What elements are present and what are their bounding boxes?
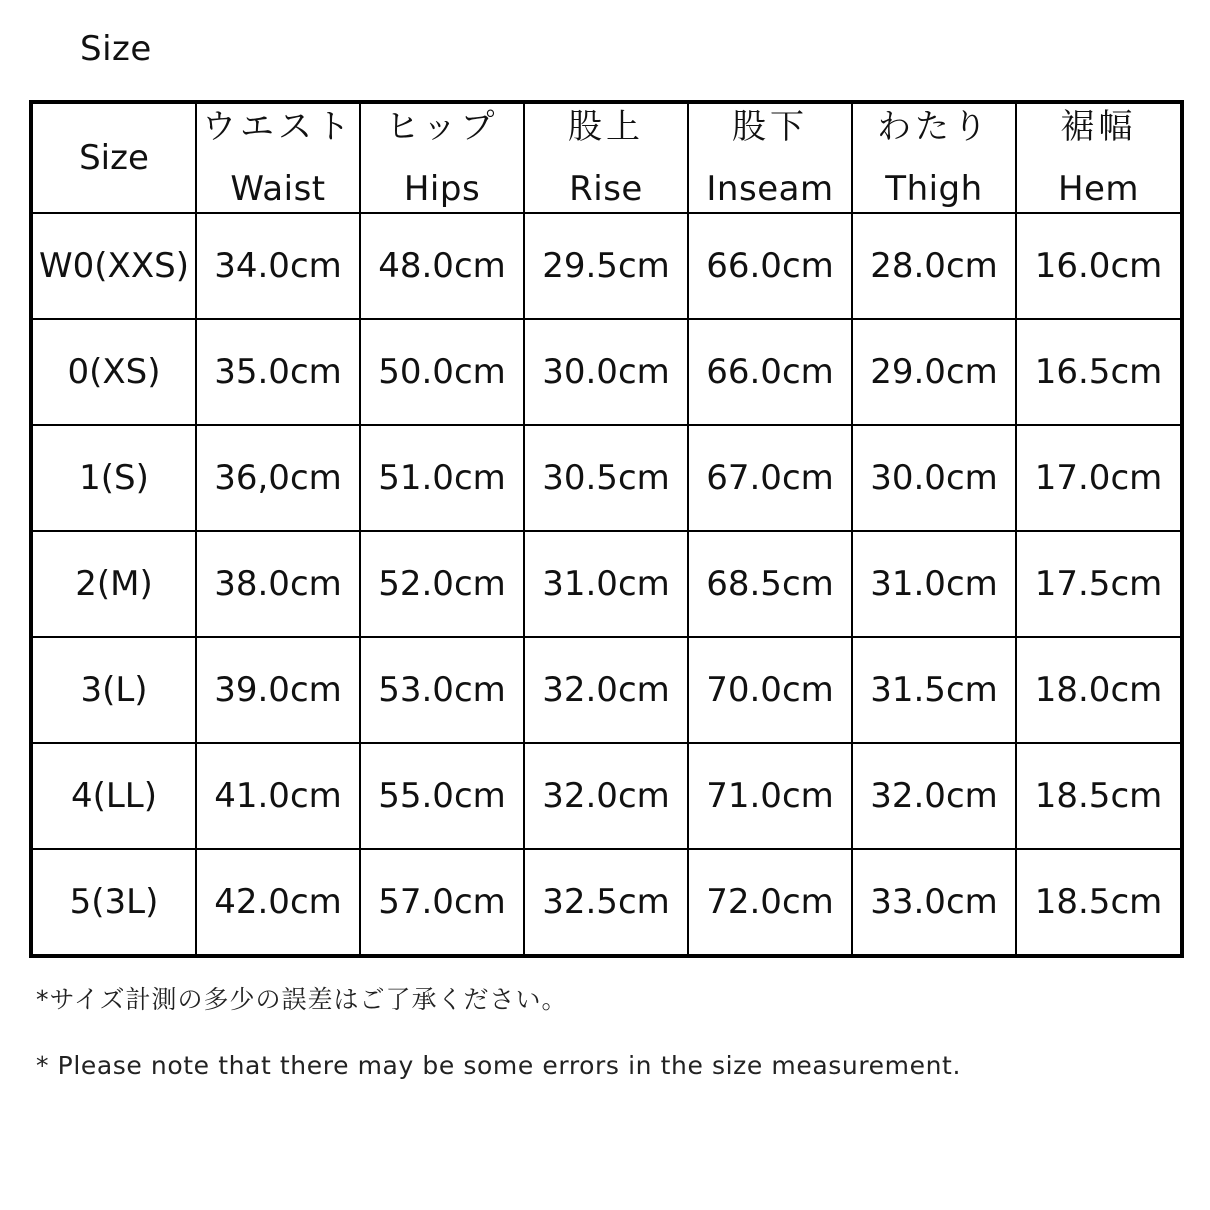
table-cell: 30.5cm xyxy=(524,425,688,531)
table-cell: 34.0cm xyxy=(196,213,360,319)
column-header-hem xyxy=(1016,102,1182,213)
table-cell: 17.5cm xyxy=(1016,531,1182,637)
table-cell: 68.5cm xyxy=(688,531,852,637)
table-cell: 70.0cm xyxy=(688,637,852,743)
column-header-en: Thigh xyxy=(885,169,983,209)
size-cell: W0(XXS) xyxy=(31,213,196,319)
table-cell: 32.5cm xyxy=(524,849,688,956)
table-cell: 36,0cm xyxy=(196,425,360,531)
size-cell: 3(L) xyxy=(31,637,196,743)
table-cell: 32.0cm xyxy=(524,743,688,849)
table-cell: 28.0cm xyxy=(852,213,1016,319)
table-cell: 66.0cm xyxy=(688,319,852,425)
table-cell: 32.0cm xyxy=(524,637,688,743)
table-row xyxy=(31,637,1182,743)
column-header-hips xyxy=(360,102,524,213)
table-cell: 52.0cm xyxy=(360,531,524,637)
table-row xyxy=(31,213,1182,319)
table-cell: 71.0cm xyxy=(688,743,852,849)
column-header-thigh xyxy=(852,102,1016,213)
table-row xyxy=(31,319,1182,425)
column-header-en: Inseam xyxy=(706,169,834,209)
size-column-header: Size xyxy=(31,102,196,213)
page-title: Size xyxy=(80,29,152,69)
table-row xyxy=(31,849,1182,956)
table-cell: 66.0cm xyxy=(688,213,852,319)
table-cell: 53.0cm xyxy=(360,637,524,743)
column-header-inseam xyxy=(688,102,852,213)
table-cell: 18.5cm xyxy=(1016,849,1182,956)
table-cell: 18.5cm xyxy=(1016,743,1182,849)
table-cell: 51.0cm xyxy=(360,425,524,531)
column-header-waist xyxy=(196,102,360,213)
size-cell: 5(3L) xyxy=(31,849,196,956)
column-header-jp: わたり xyxy=(877,107,991,147)
measurement-note-jp: *サイズ計測の多少の誤差はご了承ください。 xyxy=(36,985,568,1014)
table-cell: 41.0cm xyxy=(196,743,360,849)
table-cell: 38.0cm xyxy=(196,531,360,637)
table-cell: 29.5cm xyxy=(524,213,688,319)
column-header-en: Rise xyxy=(569,169,643,209)
table-cell: 50.0cm xyxy=(360,319,524,425)
table-cell: 17.0cm xyxy=(1016,425,1182,531)
column-header-jp: 裾幅 xyxy=(1060,107,1137,147)
header-row xyxy=(31,102,1182,213)
table-cell: 31.5cm xyxy=(852,637,1016,743)
column-header-jp: ヒップ xyxy=(385,107,499,147)
table-cell: 67.0cm xyxy=(688,425,852,531)
size-cell: 0(XS) xyxy=(31,319,196,425)
table-cell: 55.0cm xyxy=(360,743,524,849)
table-cell: 16.0cm xyxy=(1016,213,1182,319)
table-cell: 31.0cm xyxy=(524,531,688,637)
table-cell: 57.0cm xyxy=(360,849,524,956)
measurement-note-en: * Please note that there may be some errors in the size measurement. xyxy=(36,1051,961,1080)
column-header-jp: 股上 xyxy=(568,107,644,147)
column-header-en: Waist xyxy=(230,169,326,209)
table-cell: 30.0cm xyxy=(524,319,688,425)
table-cell: 16.5cm xyxy=(1016,319,1182,425)
table-cell: 31.0cm xyxy=(852,531,1016,637)
table-cell: 29.0cm xyxy=(852,319,1016,425)
size-cell: 1(S) xyxy=(31,425,196,531)
table-row xyxy=(31,743,1182,849)
column-header-jp: ウエスト xyxy=(202,107,354,147)
table-row xyxy=(31,531,1182,637)
table-row xyxy=(31,425,1182,531)
column-header-en: Hips xyxy=(403,169,481,209)
table-cell: 35.0cm xyxy=(196,319,360,425)
table-cell: 18.0cm xyxy=(1016,637,1182,743)
table-cell: 32.0cm xyxy=(852,743,1016,849)
size-table xyxy=(29,100,1184,958)
table-cell: 48.0cm xyxy=(360,213,524,319)
table-cell: 33.0cm xyxy=(852,849,1016,956)
table-cell: 39.0cm xyxy=(196,637,360,743)
table-cell: 72.0cm xyxy=(688,849,852,956)
size-cell: 4(LL) xyxy=(31,743,196,849)
column-header-jp: 股下 xyxy=(732,107,808,147)
column-header-en: Hem xyxy=(1057,169,1140,209)
table-cell: 42.0cm xyxy=(196,849,360,956)
table-cell: 30.0cm xyxy=(852,425,1016,531)
column-header-rise xyxy=(524,102,688,213)
size-cell: 2(M) xyxy=(31,531,196,637)
